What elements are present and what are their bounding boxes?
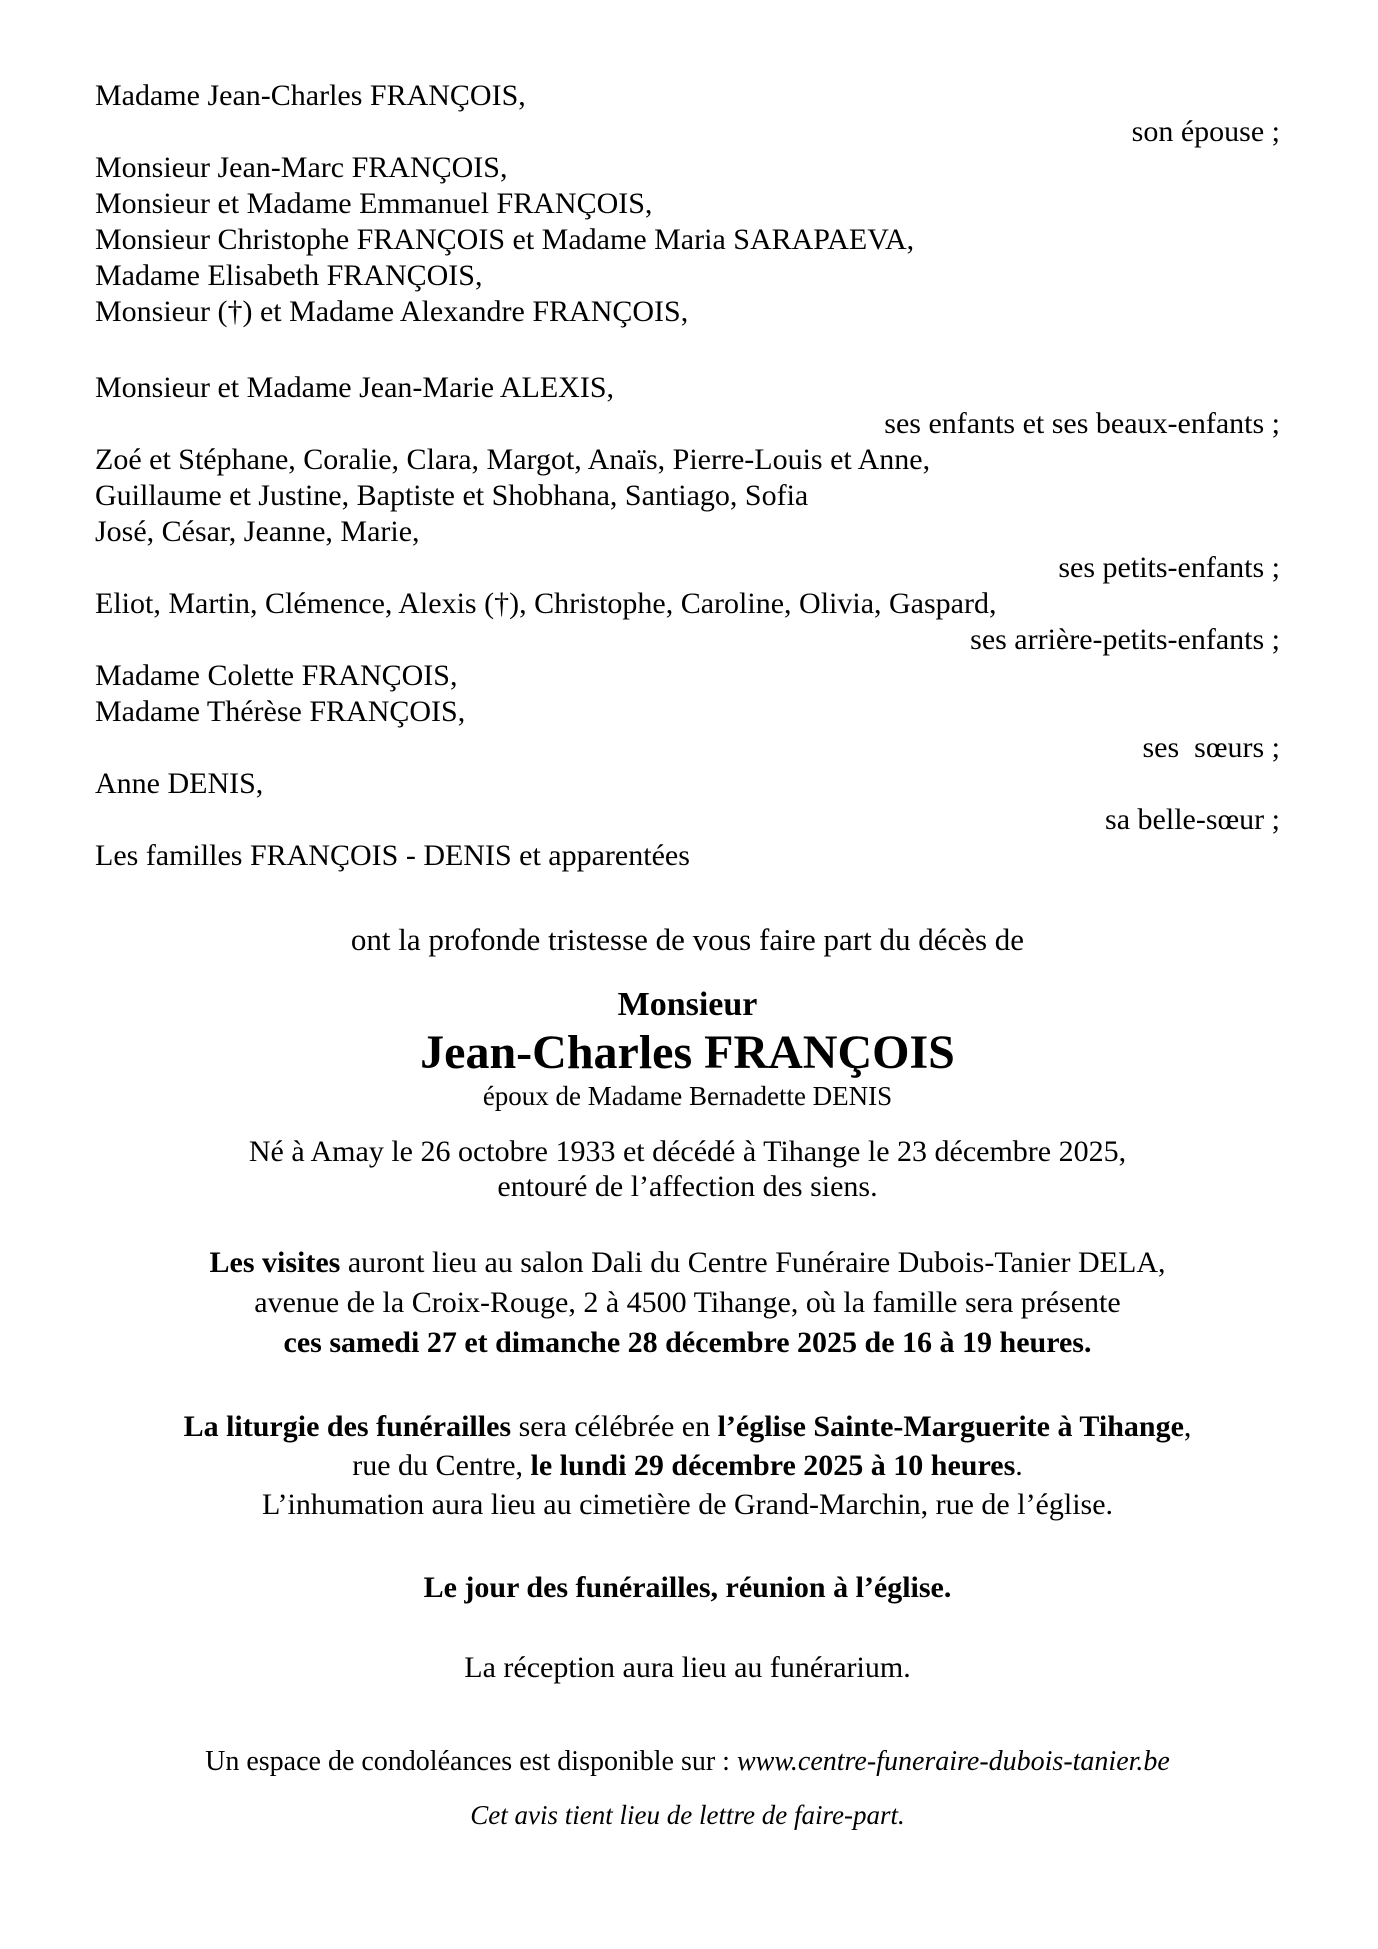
liturgy-bold-lead: La liturgie des funérailles [183, 1410, 512, 1443]
relation-label: ses arrière-petits-enfants ; [970, 623, 1280, 656]
family-member-line: José, César, Jeanne, Marie, [95, 515, 420, 548]
liturgy-line-2-start: rue du Centre, [352, 1449, 531, 1482]
reception-line: La réception aura lieu au funérarium. [464, 1651, 911, 1684]
visits-paragraph [95, 1243, 1280, 1363]
deceased-civility: Monsieur [617, 986, 758, 1023]
family-member-line: Zoé et Stéphane, Coralie, Clara, Margot, Anaïs, Pierre-Louis et Anne, [95, 443, 931, 476]
family-member-line: Monsieur et Madame Emmanuel FRANÇOIS, [95, 187, 653, 220]
spouse-line: époux de Madame Bernadette DENIS [482, 1081, 893, 1111]
visits-line-1 [95, 1243, 1280, 1283]
deceased-name: Jean-Charles FRANÇOIS [420, 1026, 955, 1079]
family-member-line: Madame Colette FRANÇOIS, [95, 659, 458, 692]
family-member-line: Guillaume et Justine, Baptiste et Shobhana, Santiago, Sofia [95, 479, 809, 512]
family-member-line: Monsieur (†) et Madame Alexandre FRANÇOIS, [95, 295, 689, 328]
surrounded-line: entouré de l’affection des siens. [497, 1170, 878, 1203]
family-member-line: Anne DENIS, [95, 767, 264, 800]
family-member-line: Monsieur Christophe FRANÇOIS et Madame Maria SARAPAEVA, [95, 223, 915, 256]
relation-label: ses petits-enfants ; [1058, 551, 1280, 584]
liturgy-line-1-mid: sera célébrée en [511, 1410, 718, 1443]
liturgy-line-1 [95, 1407, 1280, 1446]
visits-dates-line: ces samedi 27 et dimanche 28 décembre 2025 de 16 à 19 heures. [283, 1326, 1092, 1359]
liturgy-paragraph [95, 1407, 1280, 1524]
liturgy-line-1-comma: , [1183, 1410, 1192, 1443]
visits-bold-lead: Les visites [209, 1246, 341, 1279]
related-families-line: Les familles FRANÇOIS - DENIS et apparentées [95, 839, 690, 872]
condolences-website: www.centre-funeraire-dubois-tanier.be [736, 1746, 1170, 1777]
ceremony-details-block [95, 1243, 1280, 1685]
liturgy-date-bold: le lundi 29 décembre 2025 à 10 heures [530, 1449, 1016, 1482]
condolences-text: Un espace de condoléances est disponible sur : [205, 1746, 737, 1777]
relation-label: ses sœurs ; [1142, 731, 1280, 764]
relation-label: ses enfants et ses beaux-enfants ; [884, 407, 1280, 440]
announcement-block [95, 922, 1280, 1204]
family-member-line: Monsieur Jean-Marc FRANÇOIS, [95, 151, 508, 184]
relation-label: sa belle-sœur ; [1105, 803, 1280, 836]
liturgy-church-bold: l’église Sainte-Marguerite à Tihange [717, 1410, 1184, 1443]
family-member-line: Monsieur et Madame Jean-Marie ALEXIS, [95, 371, 615, 404]
announcement-intro: ont la profonde tristesse de vous faire part du décès de [350, 922, 1025, 957]
visits-line-1-rest: auront lieu au salon Dali du Centre Funéraire Dubois-Tanier DELA, [340, 1246, 1166, 1279]
relation-label: son épouse ; [1131, 115, 1280, 148]
life-dates [95, 1134, 1280, 1204]
footer-block [95, 1745, 1280, 1831]
birth-death-line: Né à Amay le 26 octobre 1933 et décédé à Tihange le 23 décembre 2025, [248, 1135, 1127, 1168]
liturgy-line-2-period: . [1015, 1449, 1023, 1482]
condolences-line [95, 1745, 1280, 1778]
funeral-day-line: Le jour des funérailles, réunion à l’église. [423, 1571, 952, 1604]
family-member-line: Madame Elisabeth FRANÇOIS, [95, 259, 483, 292]
visits-line-2: avenue de la Croix-Rouge, 2 à 4500 Tihange, où la famille sera présente [254, 1286, 1121, 1319]
notice-line: Cet avis tient lieu de lettre de faire-part. [470, 1800, 905, 1830]
liturgy-line-2 [95, 1446, 1280, 1485]
family-member-line: Madame Thérèse FRANÇOIS, [95, 695, 466, 728]
family-member-line: Madame Jean-Charles FRANÇOIS, [95, 79, 526, 112]
burial-line: L’inhumation aura lieu au cimetière de Grand-Marchin, rue de l’église. [261, 1488, 1114, 1521]
family-member-line: Eliot, Martin, Clémence, Alexis (†), Christophe, Caroline, Olivia, Gaspard, [95, 587, 997, 620]
family-block [95, 78, 1280, 874]
